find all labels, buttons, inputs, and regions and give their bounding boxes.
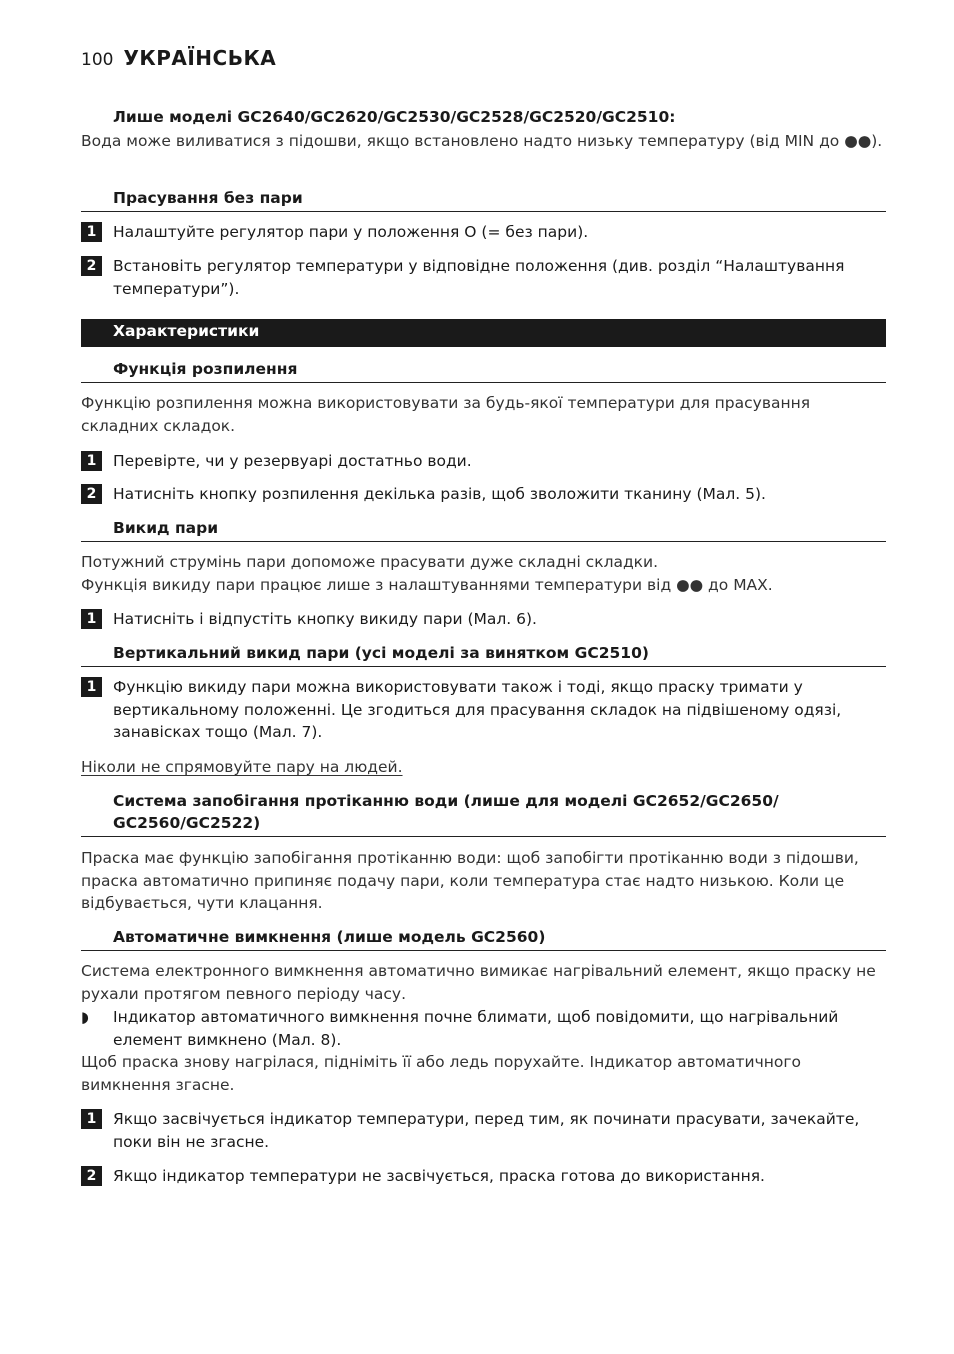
section-rule	[81, 211, 886, 212]
models-note-text: Вода може виливатися з підошви, якщо встановлено надто низьку температуру (від MIN до ●●).	[81, 132, 883, 150]
step-number: 2	[81, 484, 102, 504]
shot-heading: Викид пари	[113, 519, 219, 537]
step-text: Якщо засвічується індикатор температури, перед тим, як починати прасувати, зачекайте, поки він не згасне.	[113, 1110, 860, 1151]
section-bar	[81, 319, 886, 347]
step-text: Перевірте, чи у резервуарі достатньо води.	[113, 452, 472, 470]
step-item	[81, 483, 891, 506]
drip-text: Праска має функцію запобігання протіканню води: щоб запобігти протіканню води з підошви, праска автоматично припиняє подачу пари, коли температура стає надто низькою. Коли це відбувається, чути клацання.	[81, 849, 859, 912]
step-text: Якщо індикатор температури не засвічується, праска готова до використання.	[113, 1167, 765, 1185]
language-title: УКРАЇНСЬКА	[123, 46, 277, 70]
models-note-heading: Лише моделі GC2640/GC2620/GC2530/GC2528/GC2520/GC2510:	[113, 108, 676, 126]
bullet-item	[81, 1006, 891, 1051]
drip-heading: Система запобігання протіканню води (лише для моделі GC2652/GC2650/ GC2560/GC2522)	[113, 792, 779, 832]
dry-ironing-heading: Прасування без пари	[113, 189, 303, 207]
step-number: 1	[81, 1109, 102, 1129]
step-item	[81, 676, 891, 744]
section-rule	[81, 950, 886, 951]
auto-off-after-text: Щоб праска знову нагрілася, підніміть її або ледь поруxайте. Індикатор автоматичного вимкнення згасне.	[81, 1053, 802, 1094]
shot-text-2: Функція викиду пари працює лише з налаштуваннями температури від ●● до MAX.	[81, 576, 773, 594]
section-rule	[81, 836, 886, 837]
step-number: 1	[81, 451, 102, 471]
step-number: 1	[81, 677, 102, 697]
spray-heading: Функція розпилення	[113, 360, 298, 378]
page-number: 100	[81, 50, 114, 70]
step-number: 2	[81, 1166, 102, 1186]
auto-off-text: Система електронного вимкнення автоматично вимикає нагрівальний елемент, якщо праску не рухали протягом певного періоду часу.	[81, 962, 876, 1003]
page-header	[81, 46, 276, 70]
warning-text: Ніколи не спрямовуйте пару на людей.	[81, 758, 403, 776]
bullet-text: Індикатор автоматичного вимкнення почне блимати, щоб повідомити, що нагрівальний елемент вимкнено (Мал. 8).	[113, 1008, 839, 1049]
spray-text: Функцію розпилення можна використовувати за будь-якої температури для прасування складних складок.	[81, 394, 811, 435]
step-number: 1	[81, 222, 102, 242]
step-item	[81, 1165, 891, 1188]
step-item	[81, 255, 891, 300]
step-item	[81, 450, 891, 473]
vertical-heading: Вертикальний викид пари (усі моделі за винятком GC2510)	[113, 644, 649, 662]
step-text: Функцію викиду пари можна використовувати також і тоді, якщо праску тримати у вертикальному положенні. Це згодиться для прасування складок на підвішеному одязі, занавісках тощо (Мал. 7).	[113, 678, 842, 741]
step-number: 2	[81, 256, 102, 276]
step-text: Натисніть кнопку розпилення декілька разів, щоб зволожити тканину (Мал. 5).	[113, 485, 766, 503]
shot-text-1: Потужний струмінь пари допоможе прасувати дуже складні складки.	[81, 553, 659, 571]
section-rule	[81, 382, 886, 383]
section-rule	[81, 666, 886, 667]
step-item	[81, 608, 891, 631]
section-rule	[81, 541, 886, 542]
step-item	[81, 1108, 891, 1153]
auto-off-heading: Автоматичне вимкнення (лише модель GC2560)	[113, 928, 546, 946]
step-text: Встановіть регулятор температури у відповідне положення (див. розділ “Налаштування температури”).	[113, 257, 845, 298]
step-text: Натисніть і відпустіть кнопку викиду пари (Мал. 6).	[113, 610, 537, 628]
step-item	[81, 221, 891, 244]
bullet-arrow-icon: ◗	[81, 1008, 89, 1026]
step-number: 1	[81, 609, 102, 629]
step-text: Налаштуйте регулятор пари у положення O (= без пари).	[113, 223, 589, 241]
section-bar-title: Характеристики	[113, 322, 260, 340]
